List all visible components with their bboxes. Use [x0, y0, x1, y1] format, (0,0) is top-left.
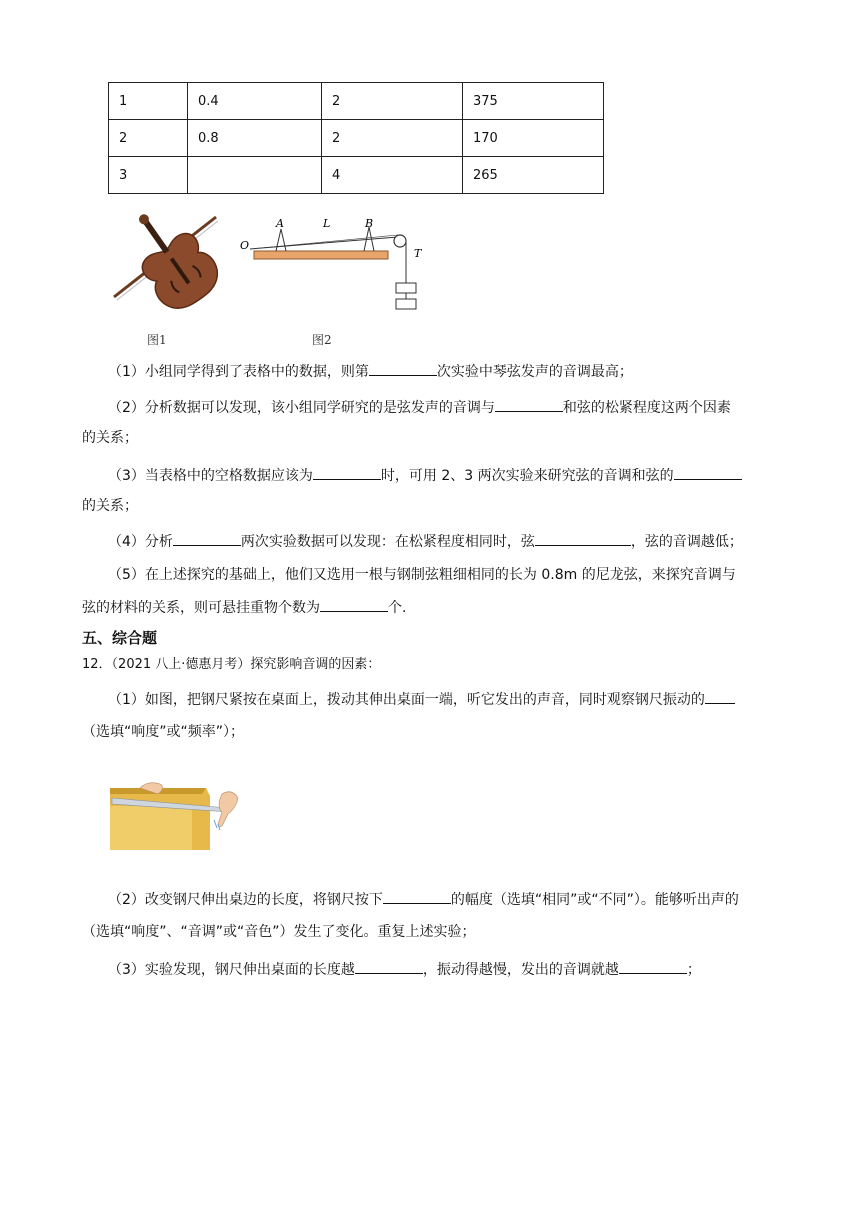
text-segment: 个.: [388, 600, 407, 616]
answer-blank[interactable]: [705, 688, 735, 704]
answer-blank[interactable]: [320, 596, 388, 612]
text-segment: （3）当表格中的空格数据应该为: [108, 468, 313, 484]
figure-group: [108, 205, 438, 350]
q11-part3-cont: 的关系；: [82, 498, 138, 514]
text-segment: 次实验中琴弦发声的音调最高；: [436, 364, 633, 380]
ruler-experiment-photo: [110, 780, 252, 850]
text-segment: （2）分析数据可以发现，该小组同学研究的是弦发声的音调与: [108, 400, 495, 416]
answer-blank[interactable]: [383, 888, 451, 904]
table-cell: 2: [322, 120, 463, 157]
data-table-container: [108, 82, 604, 194]
label-t: T: [414, 247, 422, 260]
label-l: L: [323, 217, 331, 230]
answer-blank[interactable]: [674, 464, 742, 480]
text-segment: （3）实验发现，钢尺伸出桌面的长度越: [108, 962, 355, 978]
label-b: B: [365, 217, 374, 230]
q12-part1-line1: [108, 688, 735, 710]
table-cell: 170: [463, 120, 604, 157]
string-apparatus-diagram: [238, 205, 428, 315]
table-row: [109, 83, 604, 120]
q12-header: 12．（2021 八上·德惠月考）探究影响音调的因素：: [82, 657, 381, 672]
q11-part5-line1: （5）在上述探究的基础上，他们又选用一根与钢制弦粗细相同的长为 0.8m 的尼龙弦，来探究音调与: [108, 567, 736, 583]
answer-blank[interactable]: [535, 530, 631, 546]
q11-part2-cont: 的关系；: [82, 430, 138, 446]
q11-part2: [108, 396, 731, 418]
q12-part1-line2: （选填“响度”或“频率”）；: [82, 724, 245, 740]
text-segment: 弦的材料的关系，则可悬挂重物个数为: [82, 600, 320, 616]
text-segment: 和弦的松紧程度这两个因素: [562, 400, 731, 416]
table-cell: 265: [463, 157, 604, 194]
table-row: [109, 157, 604, 194]
answer-blank[interactable]: [173, 530, 241, 546]
table-cell: 375: [463, 83, 604, 120]
text-segment: （4）分析: [108, 534, 173, 550]
text-segment: ，振动得越慢，发出的音调就越: [422, 962, 619, 978]
q12-part2-line1: [108, 888, 739, 910]
answer-blank[interactable]: [355, 958, 423, 974]
text-segment: 两次实验数据可以发现：在松紧程度相同时，弦: [240, 534, 535, 550]
figure-caption-2: 图2: [312, 333, 332, 347]
text-segment: 的幅度（选填“相同”或“不同”）。能够听出声的: [450, 892, 739, 908]
table-cell: 3: [109, 157, 188, 194]
answer-blank[interactable]: [495, 396, 563, 412]
table-cell: [188, 157, 322, 194]
table-cell: 0.8: [188, 120, 322, 157]
figure-caption-1: 图1: [147, 333, 167, 347]
text-segment: ，弦的音调越低；: [630, 534, 743, 550]
label-a: A: [276, 217, 284, 230]
text-segment: （1）小组同学得到了表格中的数据，则第: [108, 364, 369, 380]
q12-part2-line2: （选填“响度”、“音调”或“音色”）发生了变化。重复上述实验；: [82, 924, 476, 940]
q11-part3: [108, 464, 742, 486]
section-heading: 五、综合题: [82, 629, 158, 647]
text-segment: 时，可用 2、3 两次实验来研究弦的音调和弦的: [380, 468, 674, 484]
answer-blank[interactable]: [619, 958, 687, 974]
answer-blank[interactable]: [369, 360, 437, 376]
text-segment: ；: [686, 962, 701, 978]
text-segment: （2）改变钢尺伸出桌边的长度，将钢尺按下: [108, 892, 383, 908]
table-cell: 1: [109, 83, 188, 120]
table-cell: 4: [322, 157, 463, 194]
table-cell: 0.4: [188, 83, 322, 120]
text-segment: （1）如图，把钢尺紧按在桌面上，拨动其伸出桌面一端，听它发出的声音，同时观察钢尺振动的: [108, 692, 705, 708]
table-cell: 2: [109, 120, 188, 157]
data-table: [108, 82, 604, 194]
q11-part1: [108, 360, 633, 382]
label-o: O: [240, 239, 250, 252]
q11-part5-line2: [82, 596, 406, 618]
q11-part4: [108, 530, 743, 552]
table-cell: 2: [322, 83, 463, 120]
q12-part3: [108, 958, 701, 980]
answer-blank[interactable]: [313, 464, 381, 480]
table-row: [109, 120, 604, 157]
